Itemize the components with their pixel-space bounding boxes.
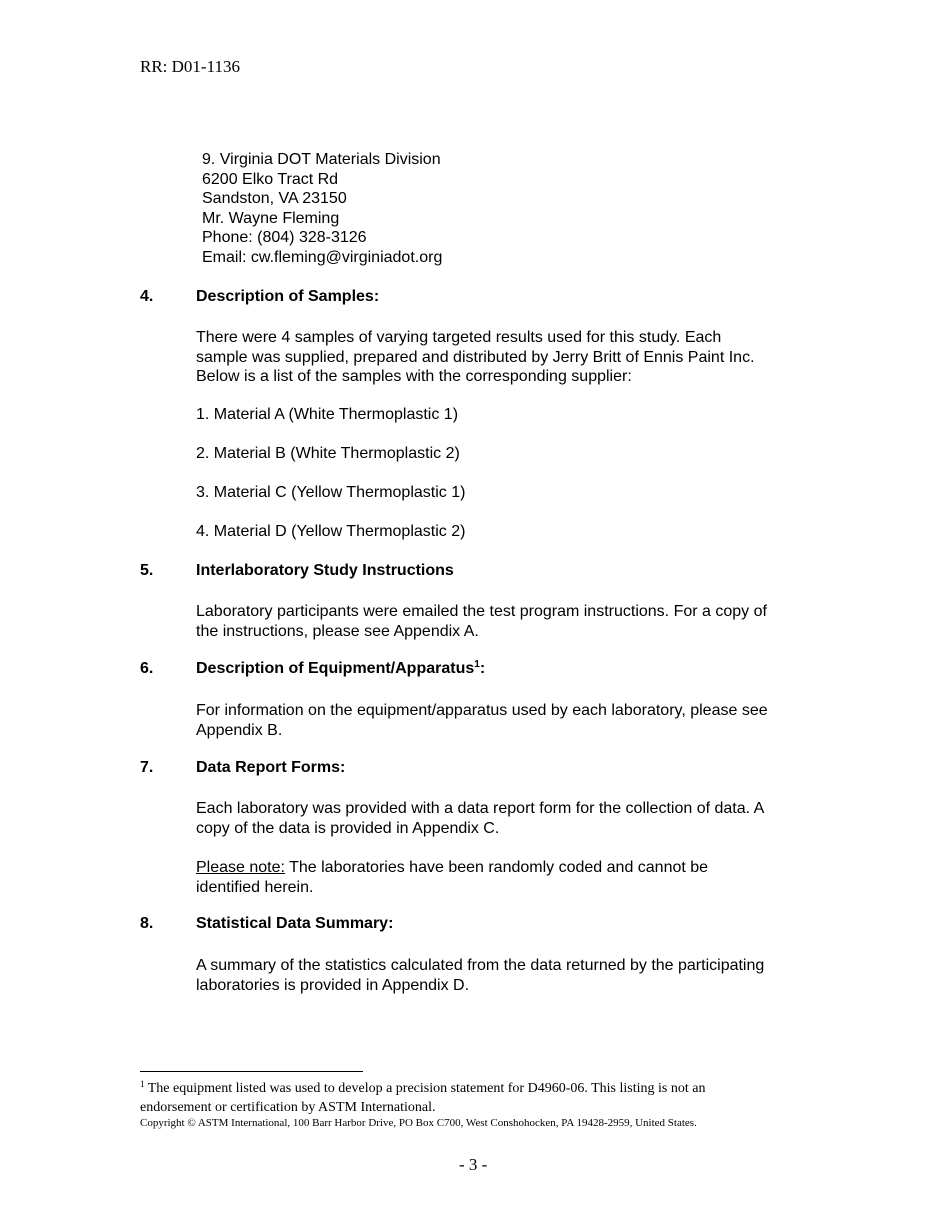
sample-item-b: 2. Material B (White Thermoplastic 2): [196, 445, 460, 462]
section-8-paragraph: [196, 956, 764, 995]
address-line: Sandston, VA 23150: [202, 190, 347, 208]
address-line: 9. Virginia DOT Materials Division: [202, 151, 441, 168]
footnote-line: endorsement or certification by ASTM International.: [140, 1100, 436, 1115]
paragraph-line: There were 4 samples of varying targeted results used for this study. Each: [196, 329, 722, 346]
section-4-number: 4.: [140, 288, 154, 305]
paragraph-line: sample was supplied, prepared and distributed by Jerry Britt of Ennis Paint Inc.: [196, 348, 755, 366]
note-line: identified herein.: [196, 878, 314, 896]
section-8-number: 8.: [140, 915, 154, 932]
section-6-title: [196, 660, 485, 678]
paragraph-line: A summary of the statistics calculated from the data returned by the participating: [196, 957, 765, 974]
section-7-number: 7.: [140, 759, 154, 776]
page-number: - 3 -: [459, 1155, 488, 1174]
footnote-text: The equipment listed was used to develop a precision statement for D4960-06. This listing is not an: [144, 1081, 706, 1096]
footnote-marker: 1: [140, 1079, 145, 1089]
sample-item-c: 3. Material C (Yellow Thermoplastic 1): [196, 484, 466, 501]
paragraph-line: Laboratory participants were emailed the test program instructions. For a copy of: [196, 603, 767, 620]
paragraph-line: the instructions, please see Appendix A.: [196, 622, 479, 640]
paragraph-line: Below is a list of the samples with the corresponding supplier:: [196, 368, 632, 385]
section-7-title: Data Report Forms:: [196, 759, 346, 776]
paragraph-line: Appendix B.: [196, 721, 283, 739]
footnote-divider: [140, 1071, 363, 1072]
section-5-number: 5.: [140, 562, 154, 579]
address-block: [202, 150, 442, 268]
note-text: The laboratories have been randomly coded and cannot be: [284, 859, 709, 876]
footnote: [140, 1079, 705, 1117]
address-line: Mr. Wayne Fleming: [202, 209, 340, 227]
section-4-paragraph: [196, 328, 755, 387]
paragraph-line: copy of the data is provided in Appendix C.: [196, 819, 500, 837]
paragraph-line: Each laboratory was provided with a data report form for the collection of data. A: [196, 800, 765, 817]
paragraph-line: laboratories is provided in Appendix D.: [196, 976, 470, 994]
section-7-note: [196, 858, 708, 897]
section-8-title: Statistical Data Summary:: [196, 915, 394, 932]
section-4-title: Description of Samples:: [196, 288, 380, 305]
section-6-paragraph: [196, 701, 768, 740]
section-7-paragraph: [196, 799, 764, 838]
section-6-number: 6.: [140, 660, 154, 677]
footnote-ref: 1: [474, 659, 480, 670]
note-label: Please note:: [196, 859, 285, 876]
paragraph-line: For information on the equipment/apparatus used by each laboratory, please see: [196, 702, 768, 719]
address-line: Email: cw.fleming@virginiadot.org: [202, 248, 443, 266]
section-6-title-text: Description of Equipment/Apparatus: [196, 660, 475, 677]
sample-item-a: 1. Material A (White Thermoplastic 1): [196, 406, 459, 423]
section-6-title-colon: :: [479, 660, 486, 677]
report-id-header: RR: D01-1136: [140, 57, 240, 76]
section-5-title: Interlaboratory Study Instructions: [196, 562, 454, 579]
address-line: 6200 Elko Tract Rd: [202, 170, 339, 188]
address-line: Phone: (804) 328-3126: [202, 229, 367, 247]
sample-item-d: 4. Material D (Yellow Thermoplastic 2): [196, 523, 466, 540]
copyright-notice: Copyright © ASTM International, 100 Barr Harbor Drive, PO Box C700, West Conshohocken, PA 19428-2959, United States.: [140, 1117, 697, 1129]
section-5-paragraph: [196, 602, 767, 641]
